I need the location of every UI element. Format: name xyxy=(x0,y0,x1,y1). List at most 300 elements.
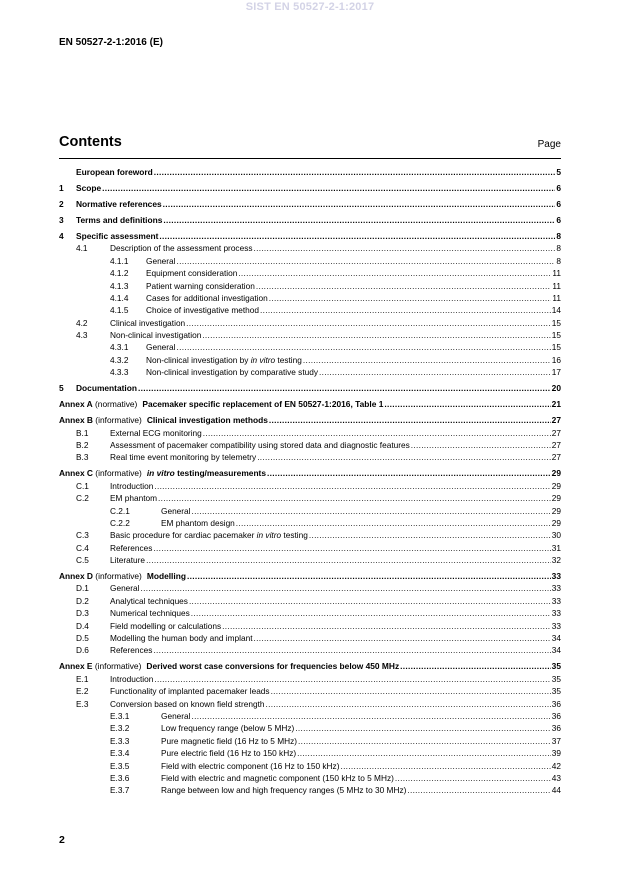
toc-title xyxy=(146,304,259,316)
toc-entry[interactable] xyxy=(59,632,561,644)
toc-page-number: 8 xyxy=(556,243,561,254)
toc-title-text: Equipment consideration xyxy=(146,268,238,279)
toc-title-text: Derived worst case conversions for frequencies below 450 MHz xyxy=(146,661,400,672)
toc-leader-dots xyxy=(254,242,556,254)
toc-annex-label xyxy=(59,467,142,479)
toc-title xyxy=(161,760,339,772)
toc-leader-dots xyxy=(384,398,550,410)
toc-number: E.2 xyxy=(76,686,89,697)
toc-entry[interactable] xyxy=(59,182,561,194)
toc-title-text: Pacemaker specific replacement of EN 50527-1:2016, Table 1 xyxy=(142,399,384,410)
toc-title-text: Non-clinical investigation by comparative study xyxy=(146,367,319,378)
toc-title-text: Introduction xyxy=(110,673,154,684)
toc-entry[interactable] xyxy=(59,317,561,329)
toc-entry[interactable] xyxy=(59,784,561,796)
toc-title xyxy=(110,607,190,619)
toc-entry[interactable] xyxy=(59,214,561,226)
toc-entry[interactable] xyxy=(59,772,561,784)
toc-title xyxy=(110,492,157,504)
toc-title xyxy=(146,255,176,267)
toc-title xyxy=(161,517,235,529)
toc-leader-dots xyxy=(411,439,551,451)
toc-title xyxy=(146,366,318,378)
toc-title xyxy=(110,595,188,607)
toc-entry[interactable] xyxy=(59,517,561,529)
toc-title xyxy=(147,570,186,582)
toc-page-number: 32 xyxy=(551,555,561,566)
toc-annex-id: Annex A xyxy=(59,399,93,410)
toc-entry[interactable] xyxy=(59,230,561,242)
toc-title-text: testing/measurements xyxy=(174,468,267,479)
toc-page-number: 27 xyxy=(551,439,561,450)
toc-entry[interactable] xyxy=(59,267,561,279)
toc-title xyxy=(76,214,162,226)
toc-title xyxy=(161,735,297,747)
toc-title xyxy=(110,480,153,492)
toc-number: 4.3.2 xyxy=(110,354,129,365)
toc-page-number: 30 xyxy=(551,530,561,541)
toc-title xyxy=(76,382,137,394)
toc-number: 2 xyxy=(59,198,64,209)
toc-page-number: 29 xyxy=(551,480,561,491)
toc-number: E.1 xyxy=(76,673,89,684)
toc-title-text: European foreword xyxy=(76,167,153,177)
toc-number: 4.1.1 xyxy=(110,255,129,266)
toc-entry[interactable] xyxy=(59,480,561,492)
toc-page-number: 8 xyxy=(556,255,561,266)
table-of-contents xyxy=(59,166,561,797)
toc-title xyxy=(146,280,255,292)
toc-title-text: Real time event monitoring by telemetry xyxy=(110,452,257,463)
toc-entry[interactable] xyxy=(59,660,561,672)
toc-title-text: Non-clinical investigation by xyxy=(146,354,251,365)
toc-title xyxy=(110,620,221,632)
toc-page-number: 29 xyxy=(551,493,561,504)
toc-title-suffix: testing xyxy=(275,354,302,365)
toc-title-text: Assessment of pacemaker compatibility using stored data and diagnostic features xyxy=(110,439,410,450)
toc-title-text: General xyxy=(161,710,191,721)
toc-page-number: 44 xyxy=(551,785,561,796)
toc-page-number: 6 xyxy=(556,214,561,225)
toc-number: D.2 xyxy=(76,595,89,606)
toc-annex-type: (informative) xyxy=(92,571,142,582)
toc-entry[interactable] xyxy=(59,698,561,710)
toc-leader-dots xyxy=(303,354,551,366)
toc-page-number: 33 xyxy=(551,608,561,619)
toc-number: E.3.2 xyxy=(110,723,130,734)
toc-title-text: Field modelling or calculations xyxy=(110,620,222,631)
toc-entry[interactable] xyxy=(59,427,561,439)
toc-title xyxy=(146,267,237,279)
toc-title xyxy=(110,317,185,329)
toc-title-text: Modelling xyxy=(146,571,186,582)
toc-page-number: 35 xyxy=(551,661,561,672)
toc-title-text: General xyxy=(110,583,140,594)
toc-page-number: 33 xyxy=(551,571,561,582)
toc-entry[interactable] xyxy=(59,595,561,607)
toc-entry[interactable] xyxy=(59,542,561,554)
toc-title-text: Functionality of implanted pacemaker leads xyxy=(110,686,270,697)
toc-leader-dots xyxy=(191,607,551,619)
toc-number: 4.3.3 xyxy=(110,367,129,378)
page-number: 2 xyxy=(59,834,65,846)
toc-title xyxy=(142,398,383,410)
toc-title xyxy=(161,505,191,517)
toc-entry[interactable] xyxy=(59,467,561,479)
toc-page-number: 17 xyxy=(551,367,561,378)
toc-leader-dots xyxy=(153,542,550,554)
toc-leader-dots xyxy=(203,427,551,439)
toc-page-number: 33 xyxy=(551,595,561,606)
toc-leader-dots xyxy=(138,382,551,394)
toc-title-text: General xyxy=(146,342,176,353)
toc-page-number: 29 xyxy=(551,505,561,516)
toc-number: E.3.1 xyxy=(110,710,130,721)
toc-leader-dots xyxy=(254,632,551,644)
toc-title xyxy=(147,414,268,426)
toc-leader-dots xyxy=(340,760,550,772)
toc-entry[interactable] xyxy=(59,554,561,566)
toc-title xyxy=(76,166,153,178)
toc-title-text: Clinical investigation methods xyxy=(146,415,268,426)
toc-title xyxy=(161,784,406,796)
toc-number: 4 xyxy=(59,230,64,241)
toc-title-text: Analytical techniques xyxy=(110,595,188,606)
toc-leader-dots xyxy=(102,182,555,194)
toc-title-text: Range between low and high frequency ranges (5 MHz to 30 MHz) xyxy=(161,785,407,796)
page-title: Contents xyxy=(59,134,122,150)
toc-number: 4.1 xyxy=(76,243,88,254)
toc-entry[interactable] xyxy=(59,582,561,594)
toc-title xyxy=(146,354,302,366)
toc-leader-dots xyxy=(186,317,551,329)
toc-number: D.4 xyxy=(76,620,89,631)
toc-entry[interactable] xyxy=(59,398,561,410)
toc-title-text: Pure magnetic field (16 Hz to 5 MHz) xyxy=(161,735,298,746)
toc-entry[interactable] xyxy=(59,366,561,378)
toc-page-number: 6 xyxy=(556,198,561,209)
toc-annex-label xyxy=(59,414,142,426)
toc-entry[interactable] xyxy=(59,492,561,504)
toc-title xyxy=(110,673,153,685)
toc-number: E.3 xyxy=(76,698,89,709)
toc-leader-dots xyxy=(256,280,552,292)
toc-entry[interactable] xyxy=(59,439,561,451)
toc-number: 1 xyxy=(59,182,64,193)
toc-title-italic: in vitro xyxy=(146,468,175,479)
toc-number: C.3 xyxy=(76,530,89,541)
toc-page-number: 6 xyxy=(556,182,561,193)
toc-entry[interactable] xyxy=(59,673,561,685)
toc-number: 4.1.2 xyxy=(110,268,129,279)
watermark: SIST EN 50527-2-1:2017 xyxy=(245,1,375,13)
toc-title-text: Normative references xyxy=(76,198,162,209)
toc-title-text: Patient warning consideration xyxy=(146,280,255,291)
toc-title-text: Introduction xyxy=(110,480,154,491)
toc-page-number: 42 xyxy=(551,760,561,771)
toc-entry[interactable] xyxy=(59,242,561,254)
toc-entry[interactable] xyxy=(59,354,561,366)
toc-entry[interactable] xyxy=(59,329,561,341)
toc-title-text: Specific assessment xyxy=(76,230,159,241)
toc-page-number: 43 xyxy=(551,772,561,783)
toc-title xyxy=(76,230,158,242)
toc-title-text: Numerical techniques xyxy=(110,608,190,619)
toc-number: C.2.2 xyxy=(110,517,130,528)
toc-page-number: 11 xyxy=(552,280,561,291)
toc-title-text: Pure electric field (16 Hz to 150 kHz) xyxy=(161,748,297,759)
toc-title-text: References xyxy=(110,645,153,656)
toc-leader-dots xyxy=(159,230,555,242)
toc-page-number: 21 xyxy=(551,399,561,410)
toc-number: 4.2 xyxy=(76,317,88,328)
toc-title xyxy=(146,292,268,304)
toc-title-text: Choice of investigative method xyxy=(146,305,259,316)
toc-page-number: 34 xyxy=(551,645,561,656)
toc-annex-type: (informative) xyxy=(92,415,142,426)
toc-entry[interactable] xyxy=(59,198,561,210)
toc-number: 5 xyxy=(59,383,64,394)
toc-number: E.3.6 xyxy=(110,772,130,783)
toc-leader-dots xyxy=(257,451,551,463)
toc-entry[interactable] xyxy=(59,620,561,632)
toc-entry[interactable] xyxy=(59,304,561,316)
toc-page-number: 39 xyxy=(551,748,561,759)
toc-leader-dots xyxy=(158,492,551,504)
toc-number: E.3.7 xyxy=(110,785,130,796)
toc-title-text: Field with electric component (16 Hz to 150 kHz) xyxy=(161,760,340,771)
toc-page-number: 16 xyxy=(551,354,561,365)
toc-title xyxy=(110,685,270,697)
toc-title-italic: in vitro xyxy=(250,354,276,365)
toc-number: E.3.3 xyxy=(110,735,130,746)
toc-leader-dots xyxy=(298,735,551,747)
toc-annex-label xyxy=(59,660,141,672)
toc-page-number: 35 xyxy=(551,673,561,684)
toc-number: 4.1.3 xyxy=(110,280,129,291)
toc-title xyxy=(110,644,152,656)
toc-entry[interactable] xyxy=(59,280,561,292)
toc-entry[interactable] xyxy=(59,292,561,304)
toc-leader-dots xyxy=(153,644,550,656)
toc-page-number: 11 xyxy=(552,292,561,303)
toc-number: E.3.4 xyxy=(110,748,130,759)
toc-title xyxy=(110,451,256,463)
toc-page-number: 37 xyxy=(551,735,561,746)
toc-title-text: Terms and definitions xyxy=(76,214,163,225)
toc-leader-dots xyxy=(192,505,551,517)
toc-leader-dots xyxy=(141,582,551,594)
toc-title xyxy=(110,439,410,451)
toc-entry[interactable] xyxy=(59,341,561,353)
toc-page-number: 27 xyxy=(551,452,561,463)
toc-leader-dots xyxy=(189,595,551,607)
toc-leader-dots xyxy=(163,198,556,210)
toc-leader-dots xyxy=(269,292,552,304)
toc-leader-dots xyxy=(154,673,550,685)
toc-title xyxy=(146,341,176,353)
toc-leader-dots xyxy=(266,698,551,710)
toc-entry[interactable] xyxy=(59,505,561,517)
toc-title-text: Modelling the human body and implant xyxy=(110,633,253,644)
toc-entry[interactable] xyxy=(59,735,561,747)
toc-page-number: 35 xyxy=(551,686,561,697)
toc-title xyxy=(161,747,296,759)
toc-title-text: General xyxy=(146,255,176,266)
toc-page-number: 36 xyxy=(551,710,561,721)
toc-leader-dots xyxy=(163,214,555,226)
toc-page-number: 15 xyxy=(551,330,561,341)
toc-leader-dots xyxy=(271,685,551,697)
toc-title-text: General xyxy=(161,505,191,516)
toc-entry[interactable] xyxy=(59,529,561,541)
toc-number: D.3 xyxy=(76,608,89,619)
toc-page-number: 31 xyxy=(551,542,561,553)
toc-title-text: References xyxy=(110,542,153,553)
toc-page-number: 33 xyxy=(551,620,561,631)
toc-annex-label xyxy=(59,398,137,410)
toc-title xyxy=(110,329,201,341)
toc-leader-dots xyxy=(177,255,556,267)
toc-title xyxy=(76,198,162,210)
toc-entry[interactable] xyxy=(59,414,561,426)
toc-entry[interactable] xyxy=(59,722,561,734)
toc-title-text: Description of the assessment process xyxy=(110,243,253,254)
toc-number: D.1 xyxy=(76,583,89,594)
toc-leader-dots xyxy=(260,304,551,316)
toc-number: C.2.1 xyxy=(110,505,130,516)
toc-title xyxy=(161,772,394,784)
toc-entry[interactable] xyxy=(59,255,561,267)
toc-number: C.4 xyxy=(76,542,89,553)
toc-page-number: 15 xyxy=(551,317,561,328)
toc-number: C.5 xyxy=(76,555,89,566)
toc-title xyxy=(110,427,202,439)
toc-title xyxy=(110,582,140,594)
toc-page-number: 5 xyxy=(556,167,561,177)
toc-title-italic: in vitro xyxy=(256,530,282,541)
toc-title-text: EM phantom design xyxy=(161,517,235,528)
toc-annex-label xyxy=(59,570,142,582)
toc-leader-dots xyxy=(202,329,550,341)
toc-leader-dots xyxy=(267,467,551,479)
toc-leader-dots xyxy=(319,366,551,378)
toc-number: D.6 xyxy=(76,645,89,656)
toc-number: E.3.5 xyxy=(110,760,130,771)
toc-title-text: EM phantom xyxy=(110,493,158,504)
toc-leader-dots xyxy=(192,710,551,722)
toc-title xyxy=(146,660,399,672)
toc-leader-dots xyxy=(297,747,551,759)
toc-number: 3 xyxy=(59,214,64,225)
toc-number: 4.1.4 xyxy=(110,292,129,303)
toc-page-number: 20 xyxy=(551,383,561,394)
toc-entry[interactable] xyxy=(59,760,561,772)
toc-number: C.2 xyxy=(76,493,89,504)
toc-page-number: 14 xyxy=(551,305,561,316)
toc-title xyxy=(110,698,265,710)
toc-title-text: Clinical investigation xyxy=(110,317,186,328)
toc-page-number: 11 xyxy=(552,268,561,279)
toc-title-text: Cases for additional investigation xyxy=(146,292,268,303)
toc-leader-dots xyxy=(187,570,551,582)
toc-page-number: 27 xyxy=(551,415,561,426)
toc-entry[interactable] xyxy=(59,382,561,394)
toc-number: 4.3 xyxy=(76,330,88,341)
toc-page-number: 36 xyxy=(551,698,561,709)
toc-number: 4.3.1 xyxy=(110,342,129,353)
toc-entry[interactable] xyxy=(59,451,561,463)
toc-title-text: External ECG monitoring xyxy=(110,427,202,438)
toc-title-text: Conversion based on known field strength xyxy=(110,698,265,709)
toc-number: B.2 xyxy=(76,439,89,450)
toc-title xyxy=(161,710,191,722)
toc-annex-type: (normative) xyxy=(92,399,138,410)
toc-entry[interactable] xyxy=(59,685,561,697)
toc-leader-dots xyxy=(269,414,551,426)
toc-title xyxy=(110,542,152,554)
toc-title-text: Low frequency range (below 5 MHz) xyxy=(161,723,295,734)
toc-page-number: 33 xyxy=(551,583,561,594)
toc-number: C.1 xyxy=(76,480,89,491)
toc-leader-dots xyxy=(407,784,550,796)
toc-leader-dots xyxy=(222,620,551,632)
toc-title xyxy=(147,467,266,479)
toc-annex-type: (informative) xyxy=(92,468,142,479)
toc-title-suffix: testing xyxy=(281,530,308,541)
toc-page-number: 8 xyxy=(556,230,561,241)
toc-annex-id: Annex D xyxy=(59,571,93,582)
toc-title-text: Field with electric and magnetic component (150 kHz to 5 MHz) xyxy=(161,772,394,783)
toc-annex-id: Annex B xyxy=(59,415,93,426)
toc-number: 4.1.5 xyxy=(110,305,129,316)
toc-title-text: Scope xyxy=(76,182,102,193)
document-header: EN 50527-2-1:2016 (E) xyxy=(59,37,163,48)
toc-leader-dots xyxy=(295,722,550,734)
toc-annex-id: Annex E xyxy=(59,661,93,672)
toc-page-number: 36 xyxy=(551,723,561,734)
toc-title xyxy=(110,242,253,254)
toc-title-text: Literature xyxy=(110,555,146,566)
toc-title-text: Basic procedure for cardiac pacemaker xyxy=(110,530,257,541)
toc-page-number: 34 xyxy=(551,633,561,644)
toc-entry[interactable] xyxy=(59,570,561,582)
toc-entry[interactable] xyxy=(59,166,561,178)
title-divider xyxy=(59,158,561,159)
toc-entry[interactable] xyxy=(59,710,561,722)
toc-leader-dots xyxy=(146,554,551,566)
toc-leader-dots xyxy=(395,772,551,784)
toc-annex-id: Annex C xyxy=(59,468,93,479)
toc-annex-type: (informative) xyxy=(92,661,142,672)
toc-title xyxy=(161,722,294,734)
toc-page-number: 27 xyxy=(551,427,561,438)
toc-number: D.5 xyxy=(76,633,89,644)
toc-leader-dots xyxy=(154,166,556,178)
toc-leader-dots xyxy=(236,517,551,529)
toc-number: B.1 xyxy=(76,427,89,438)
toc-leader-dots xyxy=(309,529,551,541)
toc-leader-dots xyxy=(154,480,550,492)
toc-leader-dots xyxy=(177,341,551,353)
toc-entry[interactable] xyxy=(59,747,561,759)
toc-entry[interactable] xyxy=(59,644,561,656)
toc-title xyxy=(110,529,308,541)
toc-title-text: Non-clinical investigation xyxy=(110,330,202,341)
toc-entry[interactable] xyxy=(59,607,561,619)
toc-leader-dots xyxy=(238,267,551,279)
page-column-label: Page xyxy=(537,139,561,150)
